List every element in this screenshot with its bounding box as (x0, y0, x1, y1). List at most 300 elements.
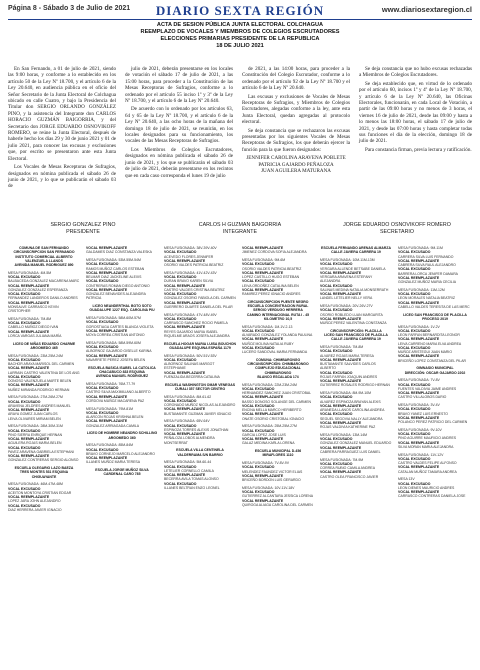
location-heading: ESCUELA JORGE MUÑOZ SILVA (95, 468, 149, 472)
role-label: VOCAL REEMPLAZANTE (398, 490, 440, 494)
list-item: CORREA RUBIO CAMILA ANDREA (320, 466, 376, 470)
list-item: SALINAS MEDINA NATALIA MONSERRATH (320, 287, 389, 292)
list-item: MESA FUSIONADA: 50V-51V-53V (164, 353, 217, 358)
list-item: MESA FUSIONADA: 58M-59M-60M (86, 340, 141, 345)
location-heading: LICEO SAN FRANCISCO DE PLACILLA (324, 333, 388, 337)
list-item: GUERRERO DUARTE DANIELA DEL PILAR (164, 304, 233, 309)
location-heading: ARGOMEDO 360 (108, 435, 136, 440)
role-label: VOCAL REEMPLAZANTE (86, 419, 128, 424)
list-item: MESA FUSIONADA: 4M-5M (8, 270, 52, 275)
paragraph: Las excusas y exclusiones de Vocales de Mesas Receptoras de Sufragios, y Miembros de Colegios Escrutadores, alegadas conforme a la ley, ante esta Junta Electoral, quedan agregadas al protocolo electoral. (242, 93, 350, 126)
list-item: CATALAN MUÑOZ TAMARA ANDREA (398, 469, 457, 474)
role-label: VOCAL EXCUSADO (86, 386, 119, 390)
list-item: RIQUELME ARAOS JOSEFA ALEJANDRA (164, 333, 230, 338)
role-label: VOCAL EXCUSADO (86, 345, 119, 349)
location-heading: LICEO DE NIÑAS EDUARDO CHARME (12, 341, 76, 346)
list-item: LEON MORALES NATALIA BEATRIZ (398, 296, 455, 301)
list-item: PINO SIERRA ENRIQUE HERNAN (8, 432, 63, 437)
list-item: BELMAR DIAZ JACKELINE ALEXIS (86, 275, 142, 279)
list-item: GONZALEZ MUÑOZ MARIA CECILIA (398, 280, 457, 284)
role-label: VOCAL EXCUSADO (8, 292, 41, 296)
list-item: MESA FUSIONADA: 76M-77-79 (86, 381, 136, 386)
list-item: MESA FUSIONADA: 79M-81M (86, 406, 133, 411)
paragraph: De acuerdo con lo ordenado por los artículos 63, 64 y 65 de la Ley Nº 18.700, y el artículo 6 de la Ley Nº 20.640, a las ocho horas de la mañana del domingo 18 de julio de 2021, se reunirán, en los locales designados para su funcionamiento, los vocales de las Mesas Receptoras de Sufragios. (125, 106, 233, 145)
list-item: GALAZ MEDINA KARLA LORENA (242, 441, 295, 446)
list-item: CARRERA SILVA LUIS FERNANDO (398, 254, 454, 259)
role-label: VOCAL REEMPLAZANTE (320, 379, 362, 383)
title-line: REEMPLAZO DE VOCALES Y MIEMBROS DE COLEGIOS ESCRUTADORES (140, 29, 340, 35)
list-item: GALDAMES DIAZ CONSTANZA VALESKA (86, 250, 152, 255)
location-heading: CARDENAL CARO 785 (103, 472, 141, 477)
list-item: OSORIO VALDES PATRICIA BEATRIZ (164, 263, 224, 267)
list-item: PEÑALOZA LOBOS ALMENDRA MONTSERRAT (164, 436, 215, 445)
role-label: VOCAL REEMPLAZANTE (398, 258, 440, 263)
list-item: MESA FUSIONADA: 41V-42V-43V (164, 270, 217, 275)
location-heading: CHACABUCO 833 ESQUINA (99, 369, 145, 374)
role-label: VOCAL REEMPLAZANTE (398, 440, 440, 445)
list-item: CABRERA PARRAGUEZ LUIS DANIEL (320, 449, 381, 454)
list-item: ARANEDA LLANOS CAROLINA ANDREA (320, 408, 385, 412)
location-heading: ESCUELA CONCENTRACION RURAL (247, 304, 309, 308)
role-label: VOCAL EXCUSADO (242, 279, 275, 284)
role-label: VOCAL REEMPLAZANTE (8, 437, 50, 441)
location-heading: AVENIDA MANUEL RODRIGUEZ 890 (14, 263, 74, 267)
role-label: VOCAL EXCUSADO (320, 370, 353, 375)
list-item: MESA FUSIONADA: 65V-64V (164, 419, 210, 424)
list-item: OSORIO ROBLEDO LUAN MARGARITA (320, 312, 383, 317)
role-label: VOCAL EXCUSADO (242, 465, 275, 470)
list-item: PINO AGUIRRE MAURICIO ANDRES (398, 436, 457, 441)
paragraph: Los Vocales de Mesas Receptoras de Sufragios, designados en nómina publicada el sábado 26 de junio de 2021, y lo que se publicarán el sábado 03 de (8, 164, 116, 190)
location-heading: ESCUELA OLEGARIO LAZO BAEZA (14, 466, 74, 470)
list-item: RAMIREZ PEREZ IGNACIO ANDRES (242, 292, 301, 296)
location-heading: INSTITUTO COMERCIAL ALBERTO VALENZUELA LLANOS (15, 254, 73, 263)
location-heading: ESCUELA FERNANDO ARENAS ALMARZA (321, 246, 391, 250)
signature-name: CARLOS H GUZMAN BAIGORRIA (198, 222, 282, 228)
role-label: VOCAL EXCUSADO (242, 345, 275, 350)
rejected-name: PATRICIA GAJARDO PEÑALOZA (258, 161, 334, 168)
role-label: VOCAL REEMPLAZANTE (86, 353, 128, 358)
list-item: ACEITON MONTOYA CRISTIAN EDGAR (8, 490, 72, 495)
list-item: AGUILERA ROJAS MARIA BELEN (8, 441, 62, 446)
role-label: VOCAL EXCUSADO (398, 382, 431, 387)
list-item: FERNANDEZ LANDEROS DANILO ANDRES (8, 296, 78, 301)
list-item: HERNANDEZ SANCHEZ JUAN CRISTOBAL (242, 391, 312, 395)
list-item: GONZALEZ GONZALEZ ESPERANZA (8, 287, 68, 292)
list-item: ACEVEDO FLORES JENNIFER (164, 254, 214, 259)
list-item: MESA FUSIONADA: 9M-6M (242, 258, 286, 262)
list-item: BRICEÑO BORDON LUIS GERARDO (242, 478, 301, 482)
list-item: MESA FUSIONADA: 7M-8M (320, 345, 364, 349)
role-label: VOCAL EXCUSADO (320, 349, 353, 354)
list-item: ROJAS FARFAN JOAQUIN ANDRES (320, 374, 378, 379)
role-label: VOCAL REEMPLAZANTE (242, 337, 284, 342)
list-item: LORCA VARGAS JULIANA MARÍA (8, 333, 62, 338)
location-heading: CIRCUNSCRIPCION PUENTE NEGRO (247, 299, 309, 304)
role-label: VOCAL REEMPLAZANTE (164, 407, 206, 412)
role-label: VOCAL EXCUSADO (164, 398, 197, 403)
list-item: ENCINA MELLA MARCO HERIBERTO (242, 408, 302, 412)
role-label: VOCAL EXCUSADO (86, 447, 119, 452)
location-heading: CIRCUNSCRIPCIÓN: PLACILLA (330, 328, 382, 333)
list-item: CORONADO MUÑOZ NICOLAS ALEJANDRO (164, 403, 236, 407)
list-item: MESA FUSIONADA: 13M-14M (320, 432, 367, 437)
location-heading: CIRCUNSCRIPCION SAN FERNANDO (13, 250, 75, 255)
list-item: RAMOS MUÑOZ CARLOS ESTEBAN (86, 266, 145, 271)
list-item: PAVEZ ARAVENA GABRIELA ESTEPHANI (8, 449, 74, 454)
list-item: MESA FUSIONADA: 47V-48V-49V (164, 312, 217, 317)
list-item: ONATE OSORIO CRISTOBAL IGNACIO (242, 416, 305, 421)
role-label: VOCAL EXCUSADO (398, 267, 431, 272)
role-label: VOCAL REEMPLAZANTE (242, 437, 284, 441)
role-label: VOCAL REEMPLAZANTE (164, 283, 206, 288)
list-item: GONZALEZ OSORIO FABIOLA DEL CARMEN (164, 296, 236, 301)
list-item: ALVARADO GONZALEZ YOLANDA PAULINA (242, 333, 313, 337)
location-heading: CALLE JAVIERA CARRERA 19 (331, 250, 381, 255)
signature-name: JORGE EDUARDO OSNOVIKOFF ROMERO (343, 222, 451, 228)
role-label: VOCAL REEMPLAZANTE (398, 415, 440, 420)
role-label: VOCAL REEMPLAZANTE (8, 283, 50, 288)
signature-role: INTEGRANTE (222, 228, 258, 235)
list-item: SILVA MORAN MARIA ALEJANDRA (398, 444, 454, 449)
role-label: VOCAL REEMPLAZANTE (320, 292, 362, 296)
role-label: VOCAL REEMPLAZANTE (398, 300, 440, 305)
rejected-name: JUAN AGUILERA MATURANA (261, 168, 331, 175)
list-item: DURAN BRAVO KAREN SILVIA (164, 279, 214, 284)
masthead: DIARIO SEXTA REGIÓN (155, 3, 325, 18)
role-label: VOCAL EXCUSADO (8, 445, 41, 450)
list-item: MUÑOZ MOLINA NATALIA RUBY (242, 341, 294, 346)
title-line: ACTA DE SESION PÚBLICA JUNTA ELECTORAL COLCHAGUA (156, 22, 324, 28)
replacement-list-column-6 (398, 246, 472, 666)
list-item: MUÑOZ ARISTEGUI JUAN MARIO (398, 350, 453, 354)
role-label: VOCAL EXCUSADO (398, 345, 431, 350)
list-item: MESA FUSIONADA: 46M-47M-48M (8, 482, 63, 487)
role-label: VOCAL REEMPLAZANTE (398, 465, 440, 470)
site-url[interactable]: www.diariosextaregion.cl (381, 5, 472, 14)
document-title (60, 22, 420, 50)
list-item: ESPINOZA TORRES ALEXIS JONATHAN (164, 427, 229, 432)
role-label: VOCAL REEMPLAZANTE (8, 454, 50, 458)
list-item: LETELIER CORNELLO CAMILA (164, 468, 214, 473)
role-label: VOCAL REEMPLAZANTE (8, 383, 50, 388)
role-label: VOCAL REEMPLAZANTE (86, 270, 128, 275)
paragraph: Los Miembros de Colegios Escrutadores, designados en nómina publicada el sábado 26 de junio de 2021, y los que se publicarán el sábado 03 de julio de 2021, deberán presentarse en los recintos que en cada caso corresponda el lunes 19 de julio (125, 146, 233, 179)
list-item: NAVARRETE PEREZ JOSEFA BELEN (86, 357, 146, 362)
location-heading: ESCUELA HOGAR MARIA LUISA BOUCHON (164, 341, 236, 346)
role-label: VOCAL REEMPLAZANTE (86, 287, 128, 292)
list-item: REYES GAJARDO MARIA ISABEL (164, 329, 218, 334)
list-item: DONOSO VALENZUELA MARTE BELEN (8, 379, 72, 383)
role-label: VOCAL REEMPLAZANTE (242, 287, 284, 292)
role-label: VOCAL REEMPLAZANTE (242, 246, 284, 250)
role-label: VOCAL EXCUSADO (8, 486, 41, 491)
role-label: VOCAL REEMPLAZANTE (242, 473, 284, 478)
list-item: LOPEZ CASTILLO HUGO ESTEBAN (242, 275, 300, 279)
list-item: ALBORNOZ SALINAS MARGOT ESTEPHANIE (164, 362, 215, 371)
location-heading: GIMNASIO MUNICIPAL (416, 366, 454, 371)
role-label: VOCAL EXCUSADO (398, 407, 431, 412)
role-label: VOCAL REEMPLAZANTE (164, 473, 206, 477)
location-heading: CIRCUNSCRIPCIÓN: CHIMBARONGO (247, 362, 309, 366)
signature-member (165, 222, 315, 235)
list-item: MESA FUSIONADA: 11M-12M (398, 287, 445, 292)
role-label: VOCAL EXCUSADO (320, 395, 353, 400)
list-item: SEGUEL SEGOVIA NALLY ALEJANDRA (320, 416, 383, 421)
list-item: MESA FUSIONADA: 27M-26M-27M (8, 395, 63, 400)
location-heading: PROCESO 2019 (422, 316, 448, 321)
role-label: VOCAL REEMPLAZANTE (320, 270, 362, 275)
role-label: VOCAL REEMPLAZANTE (86, 456, 128, 460)
list-item: FUENZALIDA BECERRA CATALINA (164, 374, 220, 379)
role-label: VOCAL REEMPLAZANTE (164, 258, 206, 263)
list-item: BRAVO YANEZ LUIS ERNESTO (398, 411, 448, 416)
role-label: VOCAL REEMPLAZANTE (320, 470, 362, 475)
list-item: MESA 13V (398, 477, 415, 482)
list-item: MESA FUSIONADA: 3V-4V (398, 403, 440, 407)
role-label: VOCAL EXCUSADO (398, 456, 431, 461)
list-item: OSORIO VALDES PATRICIA BEATRIZ (242, 266, 302, 271)
list-item: CASTRO VALDES FELIPE ALFONSO (398, 461, 457, 465)
replacement-list-column-2 (86, 246, 158, 666)
list-item: GUTIERREZ ROSALES RODRIGO HERNAN (320, 383, 390, 388)
list-item: CABELLO MUÑOZ DIEGO IVAN (8, 325, 59, 330)
location-heading: KILOMETRO 10,5 (263, 316, 293, 321)
role-label: VOCAL EXCUSADO (86, 320, 119, 325)
list-item: MESA FUSIONADA: 9V-10V (398, 427, 442, 432)
role-label: VOCAL REEMPLAZANTE (8, 300, 50, 305)
list-item: MUÑOZ PEREZ VALENTINA CONSTANZA (320, 321, 387, 325)
role-label: VOCAL REEMPLAZANTE (242, 395, 284, 400)
location-heading: ESCUELA BASICA ISABEL LA CATOLICA (88, 365, 156, 370)
list-item: DIAZ HERRERA JAVIER IGNACIO (8, 507, 62, 512)
list-item: MESA FUSIONADA: 85M-84M (86, 443, 133, 448)
location-heading: CALLE JAVIERA CARRERA 19 (331, 337, 381, 342)
role-label: VOCAL EXCUSADO (164, 250, 197, 255)
list-item: BALBACEDA GONZALEZ MACARENA MARC (8, 279, 80, 284)
replacement-list-column-5 (320, 246, 392, 666)
role-label: VOCAL EXCUSADO (320, 412, 353, 417)
role-label: VOCAL EXCUSADO (242, 262, 275, 267)
list-item: LEON FARFAN BERNARDITA LEONOR (398, 333, 460, 337)
list-item: GONZALEZ GONZALEZ MANUEL EDUARDO (320, 441, 392, 446)
paragraph: julio de 2021, deberán presentarse en los locales de votación el sábado 17 de julio de 2021, a las 15:00 horas, para proceder a la Constitución de las Mesas Receptoras de Sufragios, conforme a lo ordenado por el artículo 55 inciso 1º y 3º de la Ley Nº 18.700, y el artículo 6 de la Ley Nº 20.640. (125, 66, 233, 105)
role-label: VOCAL EXCUSADO (320, 461, 353, 466)
list-item: MESA FUSIONADA: 10V-11V-18V (242, 485, 295, 490)
list-item: BRICEÑO LOPEZ CONSTANZA DEL PILAR (398, 358, 466, 363)
role-label: VOCAL REEMPLAZANTE (86, 394, 128, 399)
role-label: VOCAL EXCUSADO (164, 423, 197, 428)
role-label: VOCAL EXCUSADO (86, 279, 119, 284)
role-label: VOCAL EXCUSADO (242, 428, 275, 433)
list-item: MESA FUSIONADA: 1M-1V-2-13 (242, 324, 293, 329)
role-label: VOCAL REEMPLAZANTE (8, 495, 50, 499)
location-heading: COMUNA DE SAN FERNANDO (19, 246, 69, 250)
location-heading: MIRAFLORES 1110 (262, 453, 294, 458)
role-label: VOCAL EXCUSADO (86, 262, 119, 267)
list-item: CASTRO VALDES CRISTINA BEATRIZ (164, 287, 225, 292)
role-label: VOCAL REEMPLAZANTE (320, 420, 362, 425)
location-heading: LICEO DE HOMBRE NEANDRO SCHILLING (86, 431, 158, 436)
list-item: GONZALEZ CONTRERAS SERGIO ALONSO (8, 458, 79, 463)
role-label: VOCAL EXCUSADO (8, 275, 41, 279)
list-item: ALVAREZ ESPINOZA BRAYAN ALEXIS (320, 399, 381, 404)
location-heading: COMUNA: CHIMBARONGO (255, 357, 301, 362)
role-label: VOCAL REEMPLAZANTE (398, 391, 440, 395)
list-item: MESA FUSIONADA: 11V-12V (398, 452, 444, 457)
page-header (8, 4, 472, 18)
location-heading: CAMINO INTERNACIONAL RUTA I - 45 (246, 312, 310, 317)
role-label: VOCAL EXCUSADO (86, 410, 119, 415)
list-item: BARRERA LORCA JENIFER DAMARA (398, 271, 458, 276)
role-label: VOCAL EXCUSADO (398, 250, 431, 255)
role-label: VOCAL REEMPLAZANTE (242, 270, 284, 275)
role-label: VOCAL REEMPLAZANTE (8, 408, 50, 412)
location-heading: AVENIDA MANUEL RODRIGUEZ (95, 374, 149, 378)
title-line: 18 DE JULIO 2021 (216, 43, 264, 49)
role-label: VOCAL EXCUSADO (242, 490, 275, 494)
list-item: LEIVA ORDOÑEZ CATALINA BELEN (242, 283, 299, 288)
list-item: LEON DIENES MAURICIO ANDRES (398, 485, 455, 490)
text-column-2 (125, 66, 233, 216)
role-label: VOCAL REEMPLAZANTE (242, 498, 284, 503)
paragraph: Se deja establecido que, en virtud de lo ordenado por el artículo 60, incisos 1º y 4º de la Ley Nº 18.700, y artículo 6 de la Ley Nº 20.640, las Oficinas Electorales, funcionarán, en cada Local de Votación, a partir de las 09:00 horas y no menos de 3 horas, el viernes 16 de julio de 2021, desde las 09:00 y hasta a lo menos las 18:00 horas, el sábado 17 de julio de 2021, y desde las 07:00 horas y hasta completar todas sus funciones el día de la elección, domingo 18 de julio de 2021. (359, 80, 472, 145)
paragraph: En San Fernando, a 01 de julio de 2021, siendo las 9:00 horas, y conforme a lo establecido en los artículo 50 de la Ley Nº 18.700, y el artículo 6 de la Ley 20.640, en audiencia pública en el oficio del Señor Secretario de la Junta Electoral de Colchagua ubicado en calle Cuatro, y bajo la Presidencia del Titular don SERGIO ORLANDO GONZÁLEZ PINO, y la asistencia del Integrante don CARLOS HORACIO GUZMÁN BAIGORRIA, y del Secretario don JORGE EDUARDO OSNOVIKOFF ROMERO, se reúne la Junta Electoral, después de haberle hecho los días 29 y 30 de junio 2021 y 01 de julio 2021, para conocer las excusas y exclusiones que, por escrito se presentaron ante esta Junta Electoral. (8, 66, 116, 162)
list-item: MESA FUSIONADA: 9M-11M (398, 246, 443, 250)
list-item: BUSTAMANTE SALVIDES CARLOS ALBERTO (320, 362, 376, 371)
list-item: POLANCO PEREZ PATRICIO DEL CARMEN (398, 420, 468, 424)
role-label: VOCAL EXCUSADO (8, 428, 41, 433)
role-label: VOCAL EXCUSADO (8, 503, 41, 508)
role-label: VOCAL REEMPLAZANTE (86, 246, 128, 250)
location-heading: SERGIO VERDUGO HERRERA (253, 308, 303, 313)
location-heading: GUADALUPE 1227 ESQ. CAROLINA PIU (89, 308, 155, 313)
signature-president (8, 222, 158, 235)
list-item: MESA FUSIONADA: 8M-9M-10M (320, 391, 371, 395)
role-label: VOCAL REEMPLAZANTE (320, 403, 362, 408)
location-heading: BLANCO ESCALADA 174 (257, 374, 299, 379)
role-label: VOCAL EXCUSADO (320, 283, 353, 288)
location-heading: LICEO SAN FRANCISCO DE PLACILLA (403, 312, 467, 317)
role-label: VOCAL REEMPLAZANTE (242, 412, 284, 417)
rejected-name: JENNIFER CAROLINA ARAVENA POBLETE (246, 155, 346, 162)
list-item: ILLANES BELTRAN ENZO LEONEL (164, 485, 220, 490)
list-item: MESA FUSIONADA: 58M-60M-57M (86, 316, 141, 320)
replacement-list-column-1 (8, 246, 80, 666)
role-label: VOCAL REEMPLAZANTE (164, 370, 206, 375)
title-line: ELECCIONES PRIMARIAS PRESIDENTE DE LA REPUBLICA (160, 36, 320, 42)
signature-secretary (322, 222, 472, 235)
list-item: ALBORNOZ GAJARDO GISELLE KARINA (86, 349, 152, 354)
role-label: VOCAL REEMPLAZANTE (320, 357, 362, 362)
role-label: VOCAL REEMPLAZANTE (86, 328, 128, 333)
list-item: CORDOVA MUÑOZ MACARENA PAZ (86, 398, 145, 403)
role-label: VOCAL EXCUSADO (8, 357, 41, 362)
list-item: ARAYA GOMEZ JUAN CARLOS (8, 412, 58, 417)
replacement-list-column-3 (164, 246, 236, 666)
role-label: VOCAL EXCUSADO (164, 357, 197, 362)
list-item: MOYA CORREA CRISTIAN ANTONIO (86, 333, 145, 337)
list-item: MESA FUSIONADA: 7M-8M (8, 316, 52, 321)
paragraph: Se deja constancia que se rechazaron las excusas presentadas por los siguientes Vocales de Mesas Receptoras de Sufragios, los que deberán ejercer la función para la que fueron designados: (242, 127, 350, 153)
list-item: GARCIA LOPEZ JOSE LUIS (242, 432, 286, 437)
list-item: CASTRO VILLALOBOS DARIO (398, 395, 447, 400)
role-label: VOCAL REEMPLAZANTE (8, 366, 50, 371)
signature-role: PRESIDENTE (66, 228, 100, 235)
location-heading: ESCUELA MUNICIPAL D-456 (254, 449, 302, 453)
role-label: VOCAL REEMPLAZANTE (8, 329, 50, 334)
role-label: VOCAL REEMPLAZANTE (398, 275, 440, 280)
list-item: MESA FUSIONADA: 10M-11M-13M (320, 258, 375, 262)
list-item: MESA FUSIONADA: 38V-39V-40V (164, 246, 217, 250)
list-item: ROJAS VALDIVIA KATHERINE PAZ (320, 425, 376, 429)
role-label: VOCAL EXCUSADO (242, 386, 275, 391)
list-item: MESA FUSIONADA: 7V-8V-9V (242, 461, 289, 465)
location-heading: LICEO NEANDERTHAL BOTO SOTO (92, 304, 152, 308)
list-item: MESA FUSIONADA: 8M-61-62 (164, 394, 212, 399)
list-item: ALVAREZ ROJAS MARIA TERESA (320, 353, 374, 358)
role-label: VOCAL EXCUSADO (398, 292, 431, 296)
list-item: MESA FUSIONADA: 7V-8V (398, 378, 440, 383)
list-item: LUCERO SANDOVAL MARIA FERNANDA (242, 350, 308, 354)
location-heading: COMPLEJO EDUCACIONAL CHIMBARONGO (255, 366, 301, 375)
list-item: MESA FUSIONADA: 23M-25M-24M (8, 353, 63, 358)
location-heading: ARGOMEDO 465 (30, 345, 58, 350)
list-item: CARRASCO CONTRERAS DANIELA JOSE (398, 494, 466, 499)
list-item: LEIVA OLIVARES MIRIAM BELEN (8, 416, 61, 421)
role-label: VOCAL REEMPLAZANTE (164, 432, 206, 436)
location-heading: DIRECCIÓN: OSCAR GAJARDO 2202 (404, 370, 466, 375)
role-label: VOCAL REEMPLAZANTE (398, 354, 440, 359)
role-label: VOCAL EXCUSADO (320, 437, 353, 441)
list-item: BUSTAMANTE GUZMAN JAVIER IGNACIO (164, 411, 232, 416)
list-item: GUTIERREZ ALCANTARA JESSICA LORENA (242, 494, 313, 499)
location-heading: TRES MONTES 531 ESQUINA CHIGUAYANTE (19, 470, 69, 479)
list-item: LANDEL LETELIER NELLY VERA (320, 296, 373, 301)
role-label: VOCAL EXCUSADO (398, 328, 431, 333)
list-item: MESA FUSIONADA: 20V-26V-27V (320, 304, 373, 308)
list-item: MELENDEZ FAUNDEZ VICTOR ELIAS (242, 469, 303, 474)
list-item: BRAVO CORNEJO MARCELO ALEJANDRO (86, 451, 155, 456)
list-item: MESA FUSIONADA: 5M-60-44 (164, 460, 212, 465)
list-item: BASSO DONOSO SOLANGE DEL CARMEN (242, 399, 312, 404)
list-item: CONTRERAS ROMAN DIEGO ANTONIO (86, 283, 150, 288)
location-heading: ESCUELA WASHINGTON OMAR VENEGAS (164, 382, 236, 387)
location-heading: VALDERRAMA S/N BARRIO (177, 452, 223, 457)
text-column-1 (8, 66, 116, 216)
list-item: CASTRO SILVA MAXIMILIANO ALBERTO (86, 390, 151, 395)
role-label: VOCAL EXCUSADO (398, 481, 431, 486)
list-item: MESA FUSIONADA: 22M-23M-24M (242, 382, 297, 387)
role-label: VOCAL REEMPLAZANTE (164, 300, 206, 305)
header-rule (8, 19, 472, 20)
role-label: VOCAL EXCUSADO (164, 464, 197, 469)
list-item: JIMENEZ CORDOVA SOFIA ALEJANDRA (242, 250, 307, 255)
role-label: VOCAL EXCUSADO (320, 262, 353, 267)
list-item: LOPEZ JARA JOHN ALEJANDRO (8, 499, 61, 504)
location-heading: CURALI 357 SECTOR CENTRO (174, 386, 226, 391)
role-label: VOCAL EXCUSADO (164, 316, 197, 321)
list-item: LARRAIN CASTRO VALENTINA DE LOS ANG (8, 370, 80, 375)
paragraph: de 2021, a las 14:00 horas, para proceder a la Constitución del Colegio Escrutador, conforme a lo ordenado por el artículo 92 de la Ley Nº 18.700 y el artículo 6 de la Ley Nº 20.640. (242, 66, 350, 92)
list-item: GONZALEZ BENAVIDES ALEJANDRA PATRICIA (86, 292, 146, 301)
replacement-list-column-4 (242, 246, 314, 666)
list-item: CARRASCO SANCHEZ ROCIO PAMELA (164, 321, 228, 325)
signature-name: SERGIO GONZALEZ PINO (50, 222, 116, 228)
list-item: BECERRA AVILA TOMAS ALONSO (164, 477, 219, 482)
list-item: CASTRO OLEA FRANCISCO JAVIER (320, 474, 379, 479)
page-number: Página 8 - Sábado 3 de Julio de 2021 (8, 5, 131, 12)
